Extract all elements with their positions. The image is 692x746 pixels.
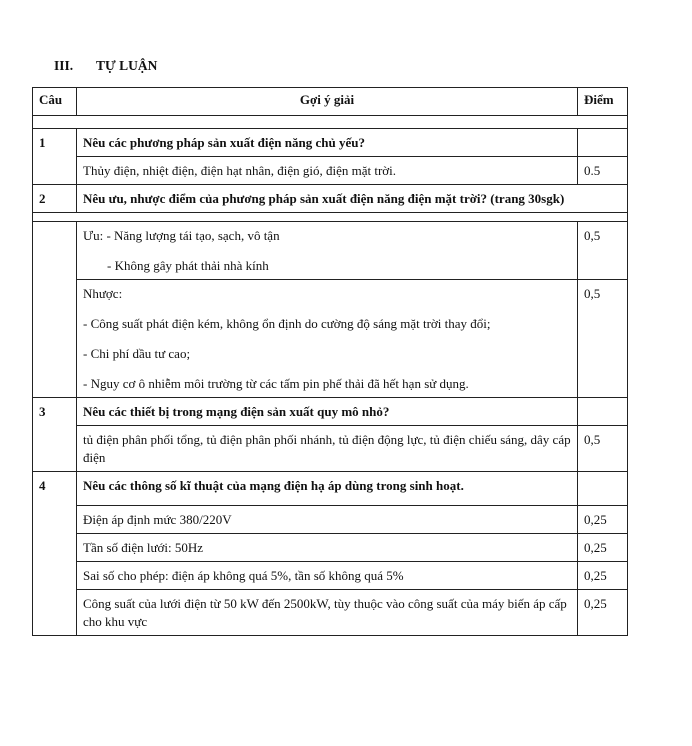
answer-text: Sai số cho phép: điện áp không quá 5%, tần số không quá 5% bbox=[77, 562, 578, 590]
cons-line: - Nguy cơ ô nhiễm môi trường từ các tấm pin phế thải đã hết hạn sử dụng. bbox=[83, 376, 469, 391]
section-number: III. bbox=[54, 58, 74, 73]
table-row bbox=[33, 534, 628, 562]
question-number: 4 bbox=[33, 472, 77, 636]
table-row bbox=[33, 280, 628, 398]
header-question: Câu bbox=[33, 88, 77, 116]
question-text: Nêu các thiết bị trong mạng điện sản xuất quy mô nhỏ? bbox=[77, 398, 578, 426]
cons-line: - Công suất phát điện kém, không ổn định do cường độ sáng mặt trời thay đổi; bbox=[83, 316, 491, 331]
cons-line: - Chi phí dầu tư cao; bbox=[83, 346, 191, 361]
table-row bbox=[33, 472, 628, 506]
answer-text: Thủy điện, nhiệt điện, điện hạt nhân, điện gió, điện mặt trời. bbox=[77, 157, 578, 185]
answer-text bbox=[77, 222, 578, 280]
question-text: Nêu ưu, nhược điểm của phương pháp sản xuất điện năng điện mặt trời? (trang 30sgk) bbox=[77, 185, 628, 213]
answer-text: tủ điện phân phối tổng, tủ điện phân phối nhánh, tủ điện động lực, tủ điện chiếu sáng, dây cáp điện bbox=[77, 426, 578, 472]
answer-text bbox=[77, 280, 578, 398]
score-cell: 0.5 bbox=[578, 157, 628, 185]
answer-text: Điện áp định mức 380/220V bbox=[77, 506, 578, 534]
table-row bbox=[33, 222, 628, 280]
question-number: 3 bbox=[33, 398, 77, 472]
table-row bbox=[33, 562, 628, 590]
answer-text: Tần số điện lưới: 50Hz bbox=[77, 534, 578, 562]
cons-title: Nhược: bbox=[83, 286, 123, 301]
question-number-empty bbox=[33, 222, 77, 398]
header-score: Điểm bbox=[578, 88, 628, 116]
table-row bbox=[33, 426, 628, 472]
score-cell: 0,5 bbox=[578, 222, 628, 280]
score-cell: 0,5 bbox=[578, 426, 628, 472]
answer-text: Công suất của lưới điện từ 50 kW đến 2500kW, tùy thuộc vào công suất của máy biến áp cấp cho khu vực bbox=[77, 590, 578, 636]
spacer-row bbox=[33, 213, 628, 222]
score-cell: 0,5 bbox=[578, 280, 628, 398]
answer-table bbox=[32, 87, 628, 636]
score-cell: 0,25 bbox=[578, 562, 628, 590]
score-cell: 0,25 bbox=[578, 534, 628, 562]
table-header-row bbox=[33, 88, 628, 116]
question-text: Nêu các thông số kĩ thuật của mạng điện hạ áp dùng trong sinh hoạt. bbox=[77, 472, 578, 506]
section-title: TỰ LUẬN bbox=[96, 58, 158, 73]
pros-line: Ưu: - Năng lượng tái tạo, sạch, vô tận bbox=[83, 228, 280, 243]
score-cell: 0,25 bbox=[578, 506, 628, 534]
question-text: Nêu các phương pháp sản xuất điện năng chủ yếu? bbox=[77, 129, 578, 157]
pros-line: - Không gây phát thải nhà kính bbox=[107, 258, 269, 273]
header-answer: Gợi ý giải bbox=[77, 88, 578, 116]
table-row bbox=[33, 157, 628, 185]
score-cell bbox=[578, 398, 628, 426]
table-row bbox=[33, 129, 628, 157]
score-cell bbox=[578, 472, 628, 506]
table-row bbox=[33, 506, 628, 534]
table-row bbox=[33, 398, 628, 426]
score-cell: 0,25 bbox=[578, 590, 628, 636]
table-row bbox=[33, 590, 628, 636]
table-row bbox=[33, 185, 628, 213]
question-number: 2 bbox=[33, 185, 77, 213]
question-number: 1 bbox=[33, 129, 77, 185]
spacer-row bbox=[33, 116, 628, 129]
score-cell bbox=[578, 129, 628, 157]
section-heading bbox=[54, 58, 157, 74]
